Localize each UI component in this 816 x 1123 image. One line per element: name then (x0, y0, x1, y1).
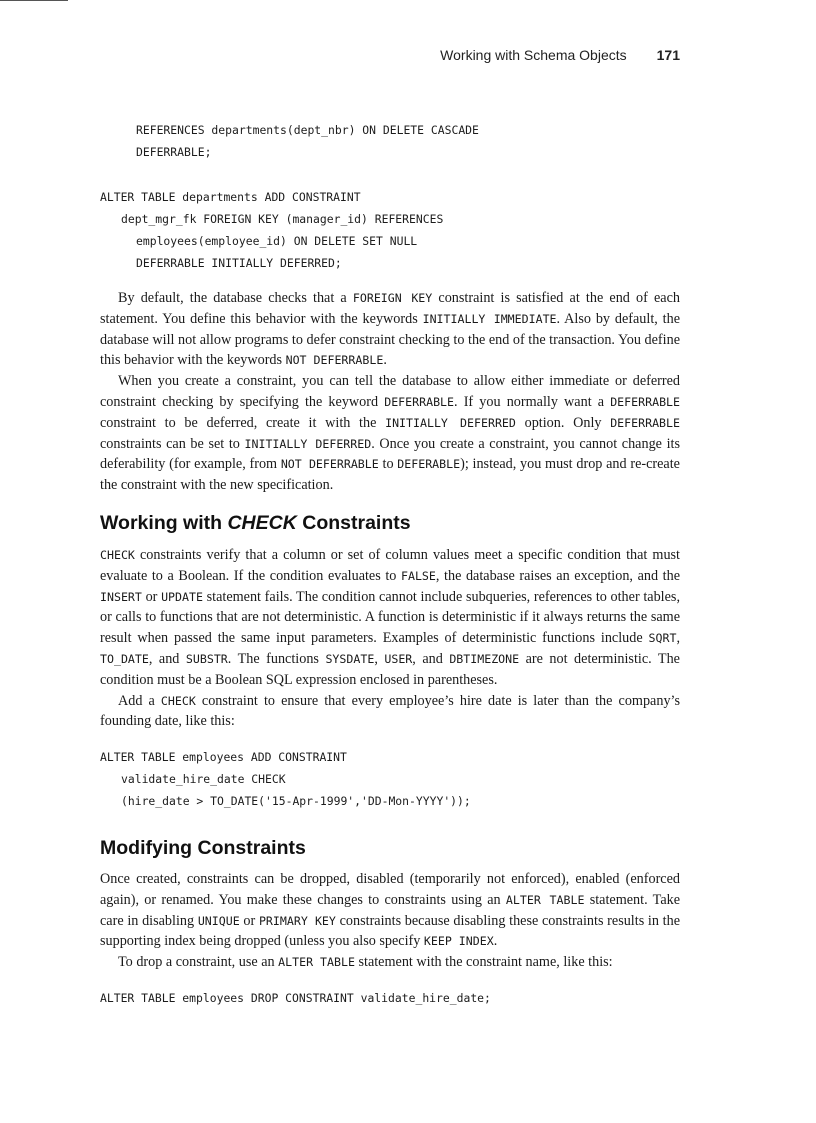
code-line: DEFERRABLE INITIALLY DEFERRED; (136, 256, 342, 270)
running-header (100, 47, 680, 63)
code-line: ALTER TABLE employees DROP CONSTRAINT validate_hire_date; (100, 991, 491, 1005)
code-line: (hire_date > TO_DATE('15-Apr-1999','DD-Mon-YYYY')); (121, 794, 471, 808)
code-line: validate_hire_date CHECK (121, 772, 286, 786)
body-text-deferral (100, 288, 680, 496)
paragraph-add-check: Add a CHECK constraint to ensure that every employee’s hire date is later than the company’s founding date, like this: (100, 692, 680, 730)
code-line: dept_mgr_fk FOREIGN KEY (manager_id) REFERENCES (121, 212, 444, 226)
code-line: REFERENCES departments(dept_nbr) ON DELETE CASCADE (136, 123, 479, 137)
paragraph-deferrable: When you create a constraint, you can tell the database to allow either immediate or deferred constraint checking by specifying the keyword DEFERRABLE. If you normally want a DEFERRABLE constraint to be deferred, create it with the INITIALLY DEFERRED option. Only DEFERRABLE constraints can be set to INITIALLY DEFERRED. Once you create a constraint, you cannot change its deferability (for example, from NOT DEFERRABLE to DEFERABLE); instead, you must drop and re-create the constraint with the new specification. (100, 373, 681, 494)
code-line: ALTER TABLE departments ADD CONSTRAINT (100, 190, 361, 204)
body-text-check (100, 545, 680, 732)
paragraph-deferral-default: By default, the database checks that a FOREIGN KEY constraint is satisfied at the end of each statement. You define this behavior with the keywords INITIALLY IMMEDIATE. Also by default, the database will not allow programs to defer constraint checking to the end of the transaction. You define this behavior with the keywords NOT DEFERRABLE. (100, 290, 680, 369)
page-number: 171 (656, 47, 680, 63)
running-title: Working with Schema Objects (440, 47, 627, 63)
section-heading-modifying-constraints: Modifying Constraints (100, 837, 306, 859)
paragraph-drop: To drop a constraint, use an ALTER TABLE statement with the constraint name, like this: (118, 954, 613, 971)
code-line: employees(employee_id) ON DELETE SET NULL (136, 234, 418, 248)
body-text-modify (100, 869, 680, 973)
paragraph-modifying: Once created, constraints can be dropped, disabled (temporarily not enforced), enabled (enforced again), or renamed. You make these changes to constraints using an ALTER TABLE statement. Take care in disabling UNIQUE or PRIMARY KEY constraints because disabling these constraints results in the supporting index being dropped (unless you also specify KEEP INDEX. (100, 871, 681, 950)
section-heading-check-constraints: Working with CHECK Constraints (100, 512, 411, 534)
code-line: ALTER TABLE employees ADD CONSTRAINT (100, 750, 347, 764)
code-line: DEFERRABLE; (136, 145, 212, 159)
paragraph-check-constraints: CHECK constraints verify that a column or set of column values meet a specific condition that must evaluate to a Boolean. If the condition evaluates to FALSE, the database raises an exception, and the INSERT or UPDATE statement fails. The condition cannot include subqueries, references to other tables, or calls to functions that are not deterministic. A function is deterministic if it always returns the same result when passed the same input parameters. Examples of deterministic functions include SQRT, TO_DATE, and SUBSTR. The functions SYSDATE, USER, and DBTIMEZONE are not deterministic. The condition must be a Boolean SQL expression enclosed in parentheses. (100, 547, 680, 688)
page-corner-rule (0, 0, 68, 1)
